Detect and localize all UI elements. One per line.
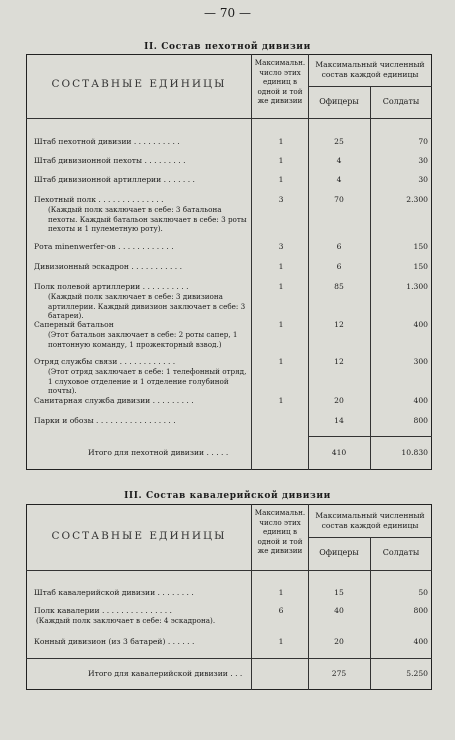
unit-note: (Этот батальон заключает в себе: 2 роты сапер, 1 понтонную команду, 1 прожекторный взвод.) [48,330,238,349]
unit-officers: 15 [334,588,344,597]
unit-name: Конный дивизион (из 3 батарей) . . . . . . [34,637,195,646]
header-max-count: Максимальн. число этих единиц в одной и той же дивизии [254,508,306,555]
unit-note: (Каждый полк заключает в себе: 3 дивизиона артиллерии. Каждый дивизион заключает в себе: 3 батареи). [48,292,246,321]
unit-soldiers: 50 [418,588,428,597]
unit-soldiers: 400 [413,396,428,405]
total-label: Итого для кавалерийской дивизии . . . [88,669,243,678]
unit-count: 1 [278,156,284,165]
unit-officers: 20 [334,396,344,405]
unit-count: 1 [278,588,284,597]
header-units: СОСТАВНЫЕ ЕДИНИЦЫ [51,530,227,542]
unit-soldiers: 150 [413,262,428,271]
column-divider [370,537,371,690]
section-title-cavalry: III. Состав кавалерийской дивизии [124,491,331,501]
unit-name: Дивизионный эскадрон . . . . . . . . . . . [34,262,183,271]
unit-note: (Каждый полк заключает в себе: 4 эскадрона). [36,616,216,625]
header-soldiers: Солдаты [382,548,420,557]
column-divider [308,504,309,690]
page-number: — 70 — [204,6,251,20]
unit-name: Рота minenwerfer-ов . . . . . . . . . . . . [34,242,174,251]
unit-officers: 70 [334,195,344,204]
header-soldiers: Солдаты [382,97,420,106]
unit-officers: 12 [334,357,344,366]
unit-name: Полк кавалерии . . . . . . . . . . . . . . . [34,606,172,615]
unit-name: Штаб кавалерийской дивизии . . . . . . . . [34,588,194,597]
unit-officers: 85 [334,282,344,291]
unit-officers: 12 [334,320,344,329]
unit-soldiers: 30 [418,156,428,165]
header-bottom-rule [26,570,432,571]
unit-soldiers: 30 [418,175,428,184]
unit-count: 1 [278,175,284,184]
unit-soldiers: 300 [413,357,428,366]
total-rule [308,436,432,437]
unit-officers: 20 [334,637,344,646]
unit-soldiers: 400 [413,320,428,329]
unit-soldiers: 800 [413,416,428,425]
unit-soldiers: 2.300 [406,195,428,204]
header-officers: Офицеры [319,97,359,106]
total-soldiers: 10.830 [401,448,428,457]
header-bottom-rule [26,118,432,119]
column-divider [370,86,371,470]
unit-count: 1 [278,320,284,329]
unit-note: (Каждый полк заключает в себе: 3 батальона пехоты. Каждый батальон заключает в себе: 3 роты пехоты и 1 пулеметную роту). [48,205,247,234]
header-max-strength: Максимальный численный состав каждой единицы [315,511,425,530]
unit-count: 1 [278,282,284,291]
unit-count: 6 [278,606,284,615]
total-officers: 410 [331,448,347,457]
unit-soldiers: 1.300 [406,282,428,291]
unit-officers: 6 [336,262,342,271]
unit-count: 3 [278,195,284,204]
header-divider [308,537,432,538]
unit-count: 1 [278,262,284,271]
total-rule [26,658,432,659]
unit-soldiers: 150 [413,242,428,251]
unit-name: Саперный батальон [34,320,114,329]
total-soldiers: 5.250 [406,669,428,678]
unit-officers: 4 [336,156,342,165]
column-divider [308,54,309,470]
column-divider [251,504,252,690]
unit-officers: 40 [334,606,344,615]
unit-count: 1 [278,357,284,366]
column-divider [251,54,252,470]
unit-officers: 14 [334,416,344,425]
section-title-infantry: II. Состав пехотной дивизии [144,42,311,52]
unit-count: 1 [278,396,284,405]
unit-soldiers: 70 [418,137,428,146]
header-units: СОСТАВНЫЕ ЕДИНИЦЫ [51,78,227,90]
unit-name: Пехотный полк . . . . . . . . . . . . . . [34,195,164,204]
header-divider [308,86,432,87]
unit-count: 1 [278,637,284,646]
unit-name: Полк полевой артиллерии . . . . . . . . . . [34,282,189,291]
unit-note: (Этот отряд заключает в себе: 1 телефонный отряд, 1 слуховое отделение и 1 отделение голубиной почты). [48,367,247,396]
unit-officers: 25 [334,137,344,146]
unit-name: Парки и обозы . . . . . . . . . . . . . . . . . [34,416,176,425]
unit-officers: 6 [336,242,342,251]
unit-officers: 4 [336,175,342,184]
total-label: Итого для пехотной дивизии . . . . . [88,448,229,457]
unit-name: Санитарная служба дивизии . . . . . . . . . [34,396,194,405]
header-officers: Офицеры [319,548,359,557]
unit-soldiers: 400 [413,637,428,646]
total-officers: 275 [331,669,347,678]
unit-name: Отряд службы связи . . . . . . . . . . . . [34,357,176,366]
unit-count: 3 [278,242,284,251]
unit-soldiers: 800 [413,606,428,615]
header-max-count: Максимальн. число этих единиц в одной и той же дивизии [254,58,306,105]
unit-name: Штаб пехотной дивизии . . . . . . . . . . [34,137,180,146]
header-max-strength: Максимальный численный состав каждой единицы [315,60,425,79]
unit-count: 1 [278,137,284,146]
unit-name: Штаб дивизионной артиллерии . . . . . . . [34,175,195,184]
unit-name: Штаб дивизионной пехоты . . . . . . . . . [34,156,186,165]
